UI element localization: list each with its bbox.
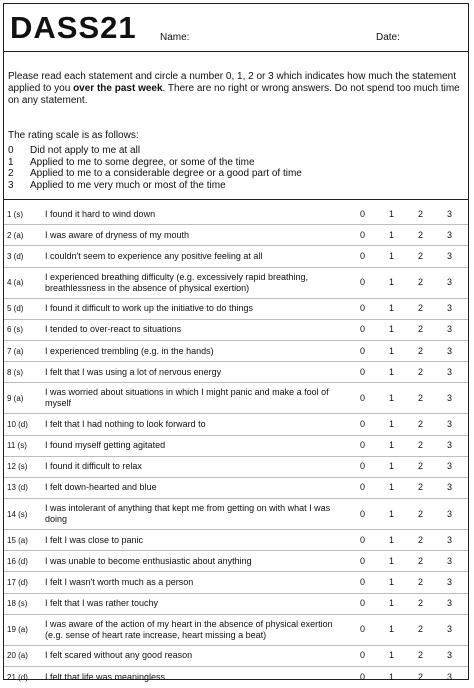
rating-option-1[interactable]: 1: [388, 672, 394, 683]
item-row: [4, 299, 468, 320]
item-row: [4, 383, 468, 414]
item-code: 9 (a): [7, 393, 24, 403]
rating-option-3[interactable]: 3: [446, 324, 452, 335]
item-options: [348, 419, 464, 430]
rating-option-0[interactable]: 0: [359, 324, 365, 335]
rating-option-1[interactable]: 1: [388, 650, 394, 661]
rating-option-3[interactable]: 3: [446, 418, 452, 429]
rating-option-2[interactable]: 2: [417, 534, 423, 545]
item-row: [4, 572, 468, 593]
rating-option-1[interactable]: 1: [388, 366, 394, 377]
rating-option-0[interactable]: 0: [359, 555, 365, 566]
item-statement: I couldn't seem to experience any positive feeling at all: [45, 250, 263, 261]
item-row: [4, 594, 468, 615]
rating-option-1[interactable]: 1: [388, 461, 394, 472]
item-code: 4 (a): [7, 278, 24, 288]
item-row: [4, 499, 468, 530]
item-options: [348, 650, 464, 661]
item-statement: I felt that life was meaningless: [45, 672, 166, 683]
item-options: [348, 556, 464, 567]
scale-entry: [8, 168, 302, 180]
rating-option-3[interactable]: 3: [446, 508, 452, 519]
item-statement: I felt down-hearted and blue: [45, 482, 157, 493]
rating-option-1[interactable]: 1: [388, 229, 394, 240]
rating-option-0[interactable]: 0: [359, 303, 365, 314]
rating-option-2[interactable]: 2: [417, 650, 423, 661]
rating-option-2[interactable]: 2: [417, 208, 423, 219]
rating-option-3[interactable]: 3: [446, 277, 452, 288]
item-options: [348, 509, 464, 520]
rating-option-0[interactable]: 0: [359, 577, 365, 588]
item-row: [4, 341, 468, 362]
rating-option-2[interactable]: 2: [417, 392, 423, 403]
rating-option-3[interactable]: 3: [446, 366, 452, 377]
rating-option-1[interactable]: 1: [388, 418, 394, 429]
rating-option-2[interactable]: 2: [417, 440, 423, 451]
scale-entry: [8, 145, 302, 157]
rating-option-3[interactable]: 3: [446, 345, 452, 356]
rating-option-0[interactable]: 0: [359, 598, 365, 609]
rating-option-1[interactable]: 1: [388, 577, 394, 588]
item-row: [4, 362, 468, 383]
form-header: [4, 4, 468, 52]
rating-option-2[interactable]: 2: [417, 250, 423, 261]
rating-option-1[interactable]: 1: [388, 555, 394, 566]
item-statement: I experienced breathing difficulty (e.g. excessively rapid breathing, breathlessness in the absence of physical exertion): [45, 271, 308, 293]
item-statement: I felt that I was rather touchy: [45, 598, 159, 609]
item-statement: I was aware of dryness of my mouth: [45, 229, 190, 240]
item-code: 10 (d): [7, 419, 28, 429]
item-row: [4, 530, 468, 551]
rating-option-1[interactable]: 1: [388, 440, 394, 451]
rating-option-3[interactable]: 3: [446, 229, 452, 240]
item-options: [348, 624, 464, 635]
item-options: [348, 303, 464, 314]
rating-option-0[interactable]: 0: [359, 229, 365, 240]
rating-option-2[interactable]: 2: [417, 624, 423, 635]
item-statement: I found myself getting agitated: [45, 440, 166, 451]
rating-option-2[interactable]: 2: [417, 303, 423, 314]
scale-description: Applied to me very much or most of the time: [30, 179, 226, 191]
items-table: [4, 204, 468, 688]
rating-scale-title: The rating scale is as follows:: [8, 130, 139, 141]
item-statement: I found it hard to wind down: [45, 208, 156, 219]
item-options: [348, 324, 464, 335]
item-code: 2 (a): [7, 230, 24, 240]
item-code: 18 (s): [7, 599, 28, 609]
rating-option-3[interactable]: 3: [446, 650, 452, 661]
scale-number: 3: [8, 179, 14, 191]
item-options: [348, 346, 464, 357]
header-divider: [4, 51, 468, 52]
rating-option-1[interactable]: 1: [388, 250, 394, 261]
item-code: 21 (d): [7, 673, 28, 683]
rating-option-3[interactable]: 3: [446, 250, 452, 261]
item-row: [4, 646, 468, 667]
item-row: [4, 268, 468, 299]
item-options: [348, 251, 464, 262]
rating-option-2[interactable]: 2: [417, 598, 423, 609]
rating-option-3[interactable]: 3: [446, 461, 452, 472]
instructions-after: . There are no right or wrong answers. Do not spend too much time on any statement.: [8, 83, 460, 106]
item-options: [348, 535, 464, 546]
item-row: [4, 478, 468, 499]
item-code: 8 (s): [7, 367, 23, 377]
item-code: 1 (s): [7, 209, 23, 219]
item-statement: I found it difficult to work up the initiative to do things: [45, 303, 253, 314]
item-options: [348, 209, 464, 220]
rating-option-3[interactable]: 3: [446, 534, 452, 545]
item-row: [4, 320, 468, 341]
item-code: 19 (a): [7, 625, 28, 635]
scale-number: 2: [8, 168, 14, 179]
rating-option-0[interactable]: 0: [359, 392, 365, 403]
instructions-emphasis: over the past week: [73, 83, 163, 94]
scale-description: Applied to me to some degree, or some of the time: [30, 156, 255, 168]
item-options: [348, 598, 464, 609]
instructions: [8, 71, 466, 107]
date-label: Date:: [376, 32, 400, 43]
item-options: [348, 672, 464, 683]
rating-option-1[interactable]: 1: [388, 598, 394, 609]
items-divider: [4, 199, 468, 200]
item-statement: I felt that I had nothing to look forward to: [45, 418, 206, 429]
item-statement: I felt I was close to panic: [45, 534, 144, 545]
rating-option-1[interactable]: 1: [388, 624, 394, 635]
item-code: 3 (d): [7, 251, 24, 261]
instructions-before: Please read each statement and circle a number 0, 1, 2 or 3 which indicates how much the statement applied to you: [8, 71, 457, 94]
rating-option-1[interactable]: 1: [388, 534, 394, 545]
rating-option-0[interactable]: 0: [359, 650, 365, 661]
rating-option-0[interactable]: 0: [359, 534, 365, 545]
rating-option-0[interactable]: 0: [359, 345, 365, 356]
scale-number: 1: [8, 156, 14, 168]
item-code: 7 (a): [7, 346, 24, 356]
rating-option-0[interactable]: 0: [359, 366, 365, 377]
item-code: 5 (d): [7, 304, 24, 314]
rating-option-3[interactable]: 3: [446, 598, 452, 609]
item-row: [4, 204, 468, 225]
item-row: [4, 457, 468, 478]
rating-option-0[interactable]: 0: [359, 624, 365, 635]
rating-option-1[interactable]: 1: [388, 208, 394, 219]
item-options: [348, 577, 464, 588]
item-options: [348, 277, 464, 288]
item-code: 13 (d): [7, 483, 28, 493]
scale-description: Did not apply to me at all: [30, 145, 141, 156]
item-row: [4, 225, 468, 246]
rating-option-2[interactable]: 2: [417, 366, 423, 377]
item-row: [4, 246, 468, 267]
item-statement: I was intolerant of anything that kept me from getting on with what I was doing: [45, 503, 331, 525]
rating-option-3[interactable]: 3: [446, 392, 452, 403]
item-code: 17 (d): [7, 578, 28, 588]
rating-option-3[interactable]: 3: [446, 624, 452, 635]
rating-option-0[interactable]: 0: [359, 208, 365, 219]
item-statement: I tended to over-react to situations: [45, 324, 182, 335]
rating-option-2[interactable]: 2: [417, 577, 423, 588]
item-statement: I was unable to become enthusiastic about anything: [45, 555, 252, 566]
rating-option-3[interactable]: 3: [446, 482, 452, 493]
rating-option-0[interactable]: 0: [359, 440, 365, 451]
scale-entry: [8, 180, 302, 192]
rating-option-3[interactable]: 3: [446, 208, 452, 219]
item-code: 16 (d): [7, 556, 28, 566]
rating-option-0[interactable]: 0: [359, 250, 365, 261]
rating-option-0[interactable]: 0: [359, 482, 365, 493]
item-statement: I experienced trembling (e.g. in the hands): [45, 345, 214, 356]
scale-entry: [8, 157, 302, 169]
rating-option-1[interactable]: 1: [388, 345, 394, 356]
item-options: [348, 393, 464, 404]
questionnaire-page: [3, 3, 469, 683]
item-statement: I was aware of the action of my heart in the absence of physical exertion (e.g. sense of heart rate increase, heart missing a beat): [45, 618, 333, 640]
item-options: [348, 482, 464, 493]
item-code: 12 (s): [7, 462, 28, 472]
form-title: DASS21: [10, 10, 137, 45]
rating-option-1[interactable]: 1: [388, 482, 394, 493]
item-row: [4, 436, 468, 457]
scale-number: 0: [8, 145, 14, 156]
rating-option-0[interactable]: 0: [359, 461, 365, 472]
item-statement: I found it difficult to relax: [45, 461, 142, 472]
rating-option-3[interactable]: 3: [446, 440, 452, 451]
rating-option-1[interactable]: 1: [388, 277, 394, 288]
item-statement: I felt scared without any good reason: [45, 650, 193, 661]
item-code: 11 (s): [7, 441, 27, 451]
rating-scale: [8, 145, 302, 191]
item-code: 15 (a): [7, 535, 28, 545]
rating-option-2[interactable]: 2: [417, 277, 423, 288]
rating-option-0[interactable]: 0: [359, 418, 365, 429]
rating-option-2[interactable]: 2: [417, 555, 423, 566]
rating-option-2[interactable]: 2: [417, 418, 423, 429]
item-options: [348, 461, 464, 472]
scale-description: Applied to me to a considerable degree or a good part of time: [30, 168, 302, 179]
rating-option-3[interactable]: 3: [446, 672, 452, 683]
rating-option-3[interactable]: 3: [446, 555, 452, 566]
rating-option-2[interactable]: 2: [417, 345, 423, 356]
item-options: [348, 367, 464, 378]
rating-option-2[interactable]: 2: [417, 324, 423, 335]
item-options: [348, 230, 464, 241]
rating-option-0[interactable]: 0: [359, 508, 365, 519]
rating-option-2[interactable]: 2: [417, 461, 423, 472]
item-row: [4, 615, 468, 646]
item-statement: I was worried about situations in which I might panic and make a fool of myself: [45, 387, 329, 409]
rating-option-0[interactable]: 0: [359, 277, 365, 288]
rating-option-1[interactable]: 1: [388, 303, 394, 314]
rating-option-1[interactable]: 1: [388, 324, 394, 335]
rating-option-1[interactable]: 1: [388, 508, 394, 519]
rating-option-2[interactable]: 2: [417, 229, 423, 240]
rating-option-1[interactable]: 1: [388, 392, 394, 403]
item-options: [348, 440, 464, 451]
item-row: [4, 414, 468, 435]
rating-option-2[interactable]: 2: [417, 482, 423, 493]
rating-option-2[interactable]: 2: [417, 672, 423, 683]
item-row: [4, 551, 468, 572]
rating-option-0[interactable]: 0: [359, 672, 365, 683]
item-statement: I felt I wasn't worth much as a person: [45, 577, 194, 588]
rating-option-3[interactable]: 3: [446, 577, 452, 588]
item-code: 20 (a): [7, 651, 28, 661]
item-statement: I felt that I was using a lot of nervous energy: [45, 366, 222, 377]
rating-option-3[interactable]: 3: [446, 303, 452, 314]
name-label: Name:: [160, 32, 190, 43]
rating-option-2[interactable]: 2: [417, 508, 423, 519]
item-code: 6 (s): [7, 325, 23, 335]
item-code: 14 (s): [7, 509, 28, 519]
